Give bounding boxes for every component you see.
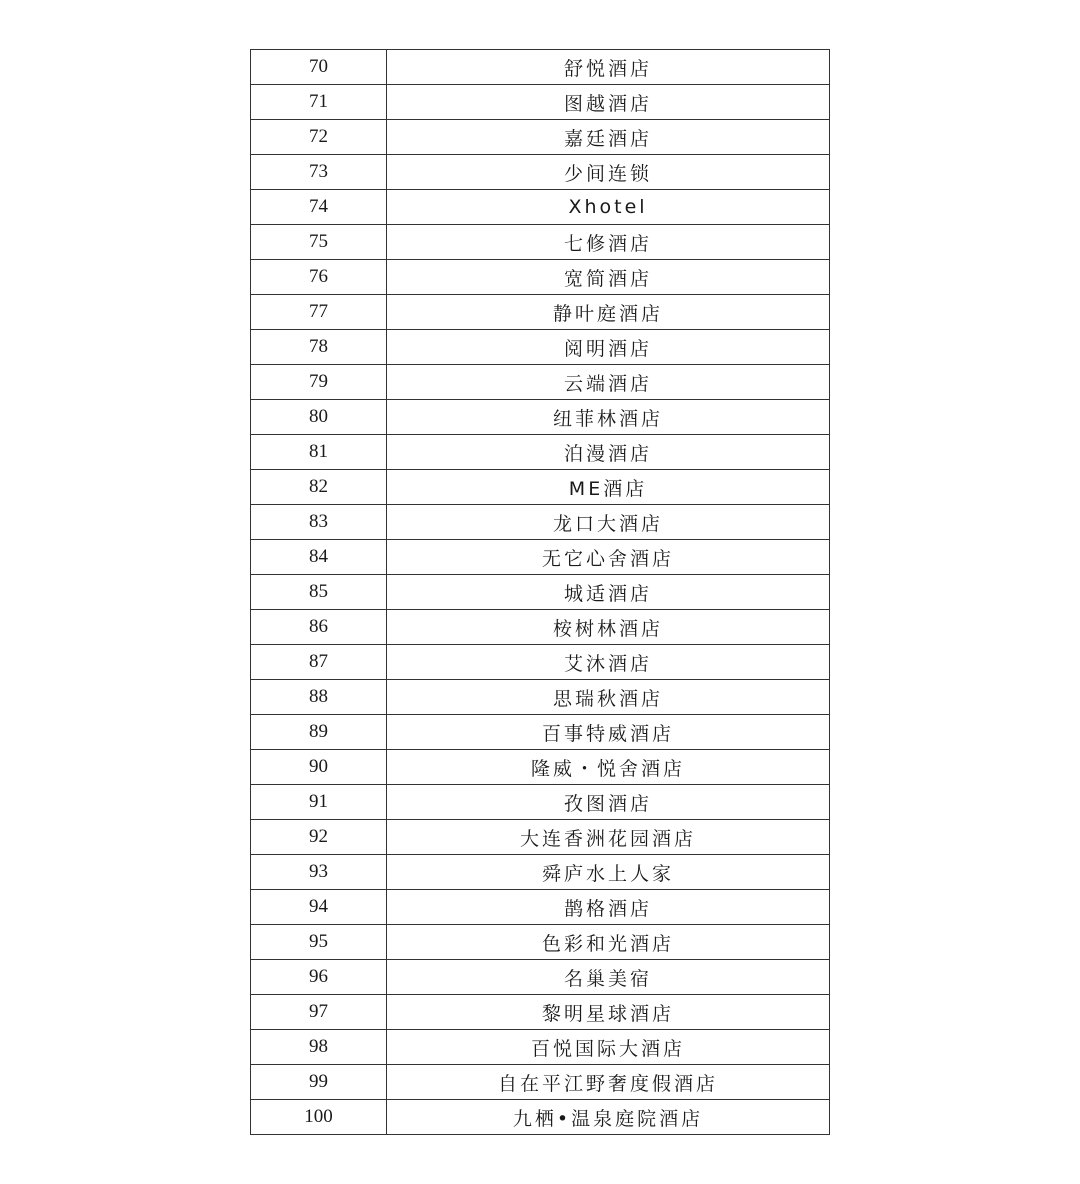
row-number-cell: 70 [251, 50, 387, 85]
hotel-name-cell: 云端酒店 [387, 365, 830, 400]
hotel-name-cell: Xhotel [387, 190, 830, 225]
table-row [251, 540, 830, 575]
table-row [251, 645, 830, 680]
hotel-name-cell: 阅明酒店 [387, 330, 830, 365]
table-row [251, 925, 830, 960]
row-number-cell: 78 [251, 330, 387, 365]
table-row [251, 610, 830, 645]
row-number-cell: 72 [251, 120, 387, 155]
hotel-name-cell: 宽简酒店 [387, 260, 830, 295]
table-row [251, 1100, 830, 1135]
hotel-name-cell: 静叶庭酒店 [387, 295, 830, 330]
table-row [251, 155, 830, 190]
hotel-name-cell: 泊漫酒店 [387, 435, 830, 470]
row-number-cell: 95 [251, 925, 387, 960]
table-row [251, 1030, 830, 1065]
table-row [251, 260, 830, 295]
row-number-cell: 81 [251, 435, 387, 470]
row-number-cell: 87 [251, 645, 387, 680]
table-row [251, 785, 830, 820]
row-number-cell: 80 [251, 400, 387, 435]
hotel-name-cell: 七修酒店 [387, 225, 830, 260]
row-number-cell: 97 [251, 995, 387, 1030]
row-number-cell: 73 [251, 155, 387, 190]
table-row [251, 400, 830, 435]
hotel-name-cell: ME酒店 [387, 470, 830, 505]
hotel-name-cell: 名巢美宿 [387, 960, 830, 995]
hotel-name-cell: 纽菲林酒店 [387, 400, 830, 435]
row-number-cell: 98 [251, 1030, 387, 1065]
row-number-cell: 85 [251, 575, 387, 610]
row-number-cell: 75 [251, 225, 387, 260]
hotel-name-cell: 艾沐酒店 [387, 645, 830, 680]
row-number-cell: 83 [251, 505, 387, 540]
table-row [251, 120, 830, 155]
row-number-cell: 92 [251, 820, 387, 855]
table-row [251, 50, 830, 85]
table-row [251, 435, 830, 470]
table-row [251, 715, 830, 750]
table-row [251, 960, 830, 995]
table-row [251, 820, 830, 855]
hotel-name-cell: 嘉廷酒店 [387, 120, 830, 155]
hotel-name-cell: 城适酒店 [387, 575, 830, 610]
hotel-name-cell: 无它心舍酒店 [387, 540, 830, 575]
hotel-name-cell: 鹊格酒店 [387, 890, 830, 925]
table-body [251, 50, 830, 1135]
hotel-name-cell: 桉树林酒店 [387, 610, 830, 645]
table-row [251, 295, 830, 330]
hotel-name-cell: 思瑞秋酒店 [387, 680, 830, 715]
row-number-cell: 77 [251, 295, 387, 330]
hotel-name-cell: 九栖•温泉庭院酒店 [387, 1100, 830, 1135]
table-row [251, 470, 830, 505]
table-row [251, 890, 830, 925]
hotel-name-cell: 舜庐水上人家 [387, 855, 830, 890]
hotel-name-cell: 百事特威酒店 [387, 715, 830, 750]
hotel-name-cell: 大连香洲花园酒店 [387, 820, 830, 855]
row-number-cell: 96 [251, 960, 387, 995]
row-number-cell: 91 [251, 785, 387, 820]
hotel-name-cell: 龙口大酒店 [387, 505, 830, 540]
hotel-name-cell: 色彩和光酒店 [387, 925, 830, 960]
table-row [251, 365, 830, 400]
table-row [251, 1065, 830, 1100]
hotel-name-cell: 图越酒店 [387, 85, 830, 120]
hotel-name-cell: 隆威・悦舍酒店 [387, 750, 830, 785]
row-number-cell: 79 [251, 365, 387, 400]
table-row [251, 750, 830, 785]
hotel-name-cell: 少间连锁 [387, 155, 830, 190]
row-number-cell: 74 [251, 190, 387, 225]
hotel-name-cell: 百悦国际大酒店 [387, 1030, 830, 1065]
table-row [251, 505, 830, 540]
row-number-cell: 100 [251, 1100, 387, 1135]
table-row [251, 855, 830, 890]
hotel-name-cell: 自在平江野奢度假酒店 [387, 1065, 830, 1100]
hotel-list-table [250, 49, 830, 1135]
row-number-cell: 86 [251, 610, 387, 645]
row-number-cell: 88 [251, 680, 387, 715]
table-row [251, 680, 830, 715]
row-number-cell: 82 [251, 470, 387, 505]
table-row [251, 575, 830, 610]
table-row [251, 85, 830, 120]
row-number-cell: 94 [251, 890, 387, 925]
row-number-cell: 93 [251, 855, 387, 890]
row-number-cell: 90 [251, 750, 387, 785]
hotel-name-cell: 舒悦酒店 [387, 50, 830, 85]
row-number-cell: 71 [251, 85, 387, 120]
row-number-cell: 89 [251, 715, 387, 750]
table-row [251, 225, 830, 260]
hotel-name-cell: 黎明星球酒店 [387, 995, 830, 1030]
hotel-name-cell: 孜图酒店 [387, 785, 830, 820]
table-row [251, 330, 830, 365]
row-number-cell: 99 [251, 1065, 387, 1100]
row-number-cell: 76 [251, 260, 387, 295]
row-number-cell: 84 [251, 540, 387, 575]
table-row [251, 190, 830, 225]
table-row [251, 995, 830, 1030]
